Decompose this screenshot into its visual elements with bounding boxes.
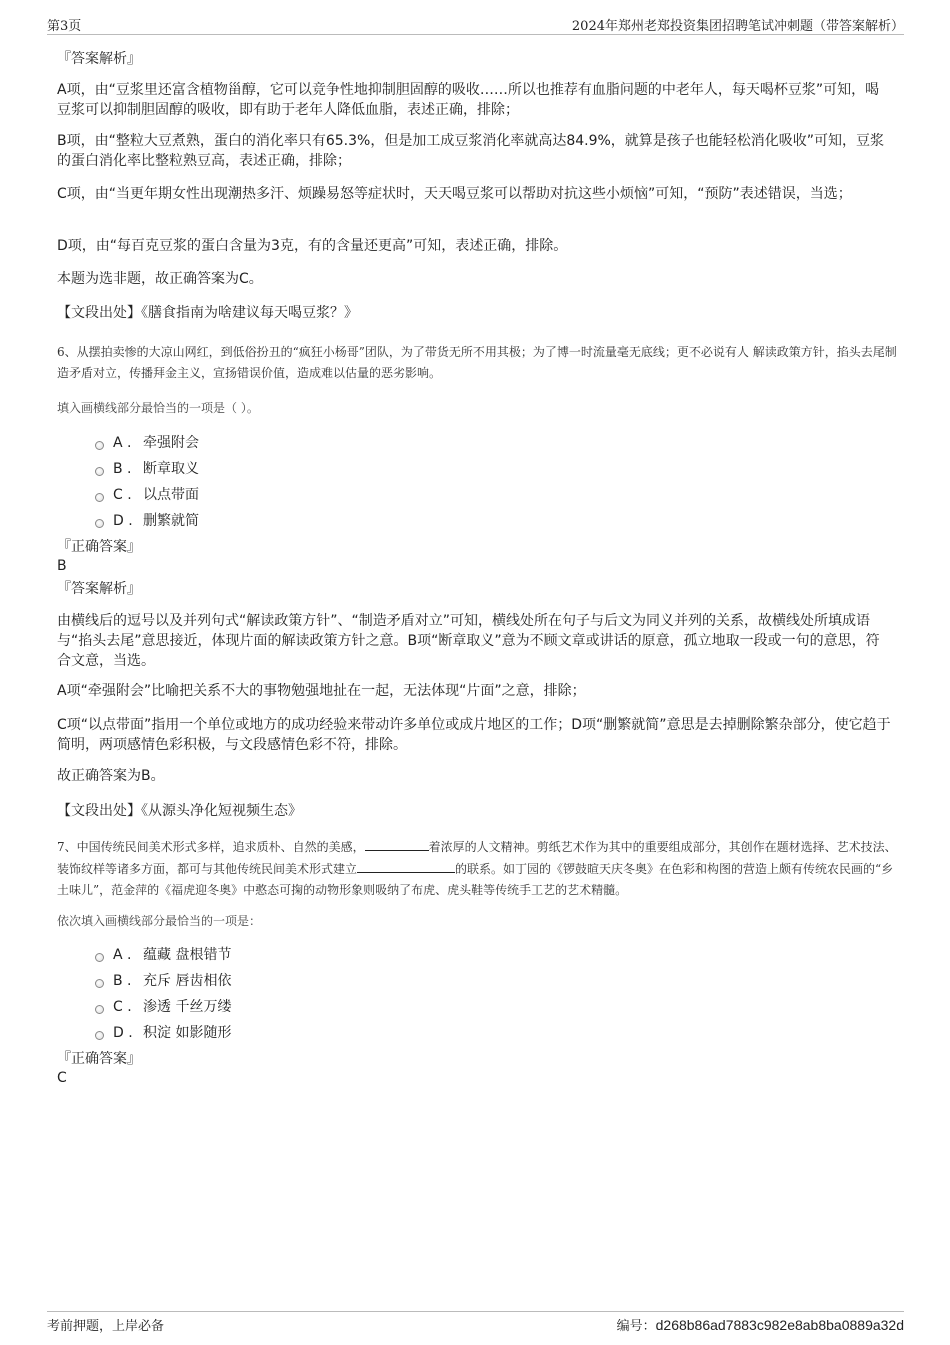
option-b[interactable]: B . 充斥 唇齿相依 <box>95 968 231 994</box>
correct-answer-label: 『正确答案』 <box>57 1051 141 1067</box>
option-d[interactable]: D . 积淀 如影随形 <box>95 1020 231 1046</box>
radio-icon[interactable] <box>95 441 104 450</box>
blank-line <box>357 858 455 873</box>
analysis-label: 『答案解析』 <box>57 581 141 597</box>
option-c[interactable]: C . 渗透 千丝万缕 <box>95 994 231 1020</box>
question-6-options <box>95 430 199 534</box>
question-6-text: 6、从摆拍卖惨的大凉山网红，到低俗扮丑的“疯狂小杨哥”团队，为了带货无所不用其极；为了博一时流量毫无底线；更不必说有人 解读政策方针，掐头去尾制造矛盾对立，传播拜金主义，宣扬错误价值，造成难以估量的恶劣影响。 <box>57 345 897 380</box>
page-header <box>47 14 904 35</box>
analysis-paragraph: 本题为选非题，故正确答案为C。 <box>57 271 263 287</box>
option-a[interactable]: A . 牵强附会 <box>95 430 199 456</box>
source-citation: 【文段出处】《从源头净化短视频生态》 <box>57 803 302 819</box>
analysis-paragraph: D项，由“每百克豆浆的蛋白含量为3克，有的含量还更高”可知，表述正确，排除。 <box>57 238 568 254</box>
correct-answer-label: 『正确答案』 <box>57 539 141 555</box>
analysis-paragraph: B项，由“整粒大豆煮熟，蛋白的消化率只有65.3%，但是加工成豆浆消化率就高达84.9%，就算是孩子也能轻松消化吸收”可知，豆浆的蛋白消化率比整粒熟豆高，表述正确，排除； <box>57 133 885 169</box>
radio-icon[interactable] <box>95 493 104 502</box>
correct-answer: C <box>57 1070 67 1086</box>
analysis-paragraph: A项“牵强附会”比喻把关系不大的事物勉强地扯在一起，无法体现“片面”之意，排除； <box>57 683 586 699</box>
radio-icon[interactable] <box>95 1031 104 1040</box>
radio-icon[interactable] <box>95 519 104 528</box>
correct-answer: B <box>57 558 67 574</box>
document-code: 编号：d268b86ad7883c982e8ab8ba0889a32d <box>616 1317 904 1334</box>
question-7-text: 7、中国传统民间美术形式多样，追求质朴、自然的美感， 着浓厚的人文精神。剪纸艺术作为其中的重要组成部分，其创作在题材选择、艺术技法、装饰纹样等诸多方面，都可与其他传统民间美术形式建立 的联系。如丁园的《锣鼓暄天庆冬奥》在色彩和构图的营造上颇有传统农民画的“乡土味儿”，范金萍的《福虎迎冬奥》中憨态可掬的动物形象则吸纳了布虎、虎头鞋等传统手工艺的艺术精髓。 <box>57 836 897 901</box>
blank-line <box>365 836 429 851</box>
source-citation: 【文段出处】《膳食指南为啥建议每天喝豆浆？》 <box>57 305 358 321</box>
question-7-instruction: 依次填入画横线部分最恰当的一项是： <box>57 914 262 928</box>
radio-icon[interactable] <box>95 467 104 476</box>
option-b[interactable]: B . 断章取义 <box>95 456 199 482</box>
analysis-paragraph: A项，由“豆浆里还富含植物甾醇，它可以竞争性地抑制胆固醇的吸收……所以也推荐有血脂问题的中老年人，每天喝杯豆浆”可知，喝豆浆可以抑制胆固醇的吸收，即有助于老年人降低血脂，表述正确，排除； <box>57 82 880 118</box>
analysis-label: 『答案解析』 <box>57 51 141 67</box>
document-title: 2024年郑州老郑投资集团招聘笔试冲刺题（带答案解析） <box>571 19 904 34</box>
analysis-paragraph: C项“以点带面”指用一个单位或地方的成功经验来带动许多单位或成片地区的工作；D项“删繁就简”意思是去掉删除繁杂部分，使它趋于简明，两项感情色彩积极，与文段感情色彩不符，排除。 <box>57 717 891 753</box>
radio-icon[interactable] <box>95 953 104 962</box>
analysis-paragraph: 由横线后的逗号以及并列句式“解读政策方针”、“制造矛盾对立”可知，横线处所在句子与后文为同义并列的关系，故横线处所填成语与“掐头去尾”意思接近，体现片面的解读政策方针之意。B项“断章取义”意为不顾文章或讲话的原意，孤立地取一段或一句的意思，符合文意，当选。 <box>57 613 880 669</box>
page-number: 第3页 <box>47 19 82 34</box>
option-a[interactable]: A . 蕴藏 盘根错节 <box>95 942 231 968</box>
analysis-paragraph: C项，由“当更年期女性出现潮热多汗、烦躁易怒等症状时，天天喝豆浆可以帮助对抗这些小烦恼”可知，“预防”表述错误，当选； <box>57 186 852 202</box>
radio-icon[interactable] <box>95 979 104 988</box>
option-d[interactable]: D . 删繁就简 <box>95 508 199 534</box>
question-6-instruction: 填入画横线部分最恰当的一项是（ ）。 <box>57 401 259 415</box>
option-c[interactable]: C . 以点带面 <box>95 482 199 508</box>
footer-slogan: 考前押题，上岸必备 <box>47 1319 165 1334</box>
analysis-paragraph: 故正确答案为B。 <box>57 768 165 784</box>
question-7-options <box>95 942 231 1046</box>
radio-icon[interactable] <box>95 1005 104 1014</box>
page-footer <box>47 1311 904 1334</box>
